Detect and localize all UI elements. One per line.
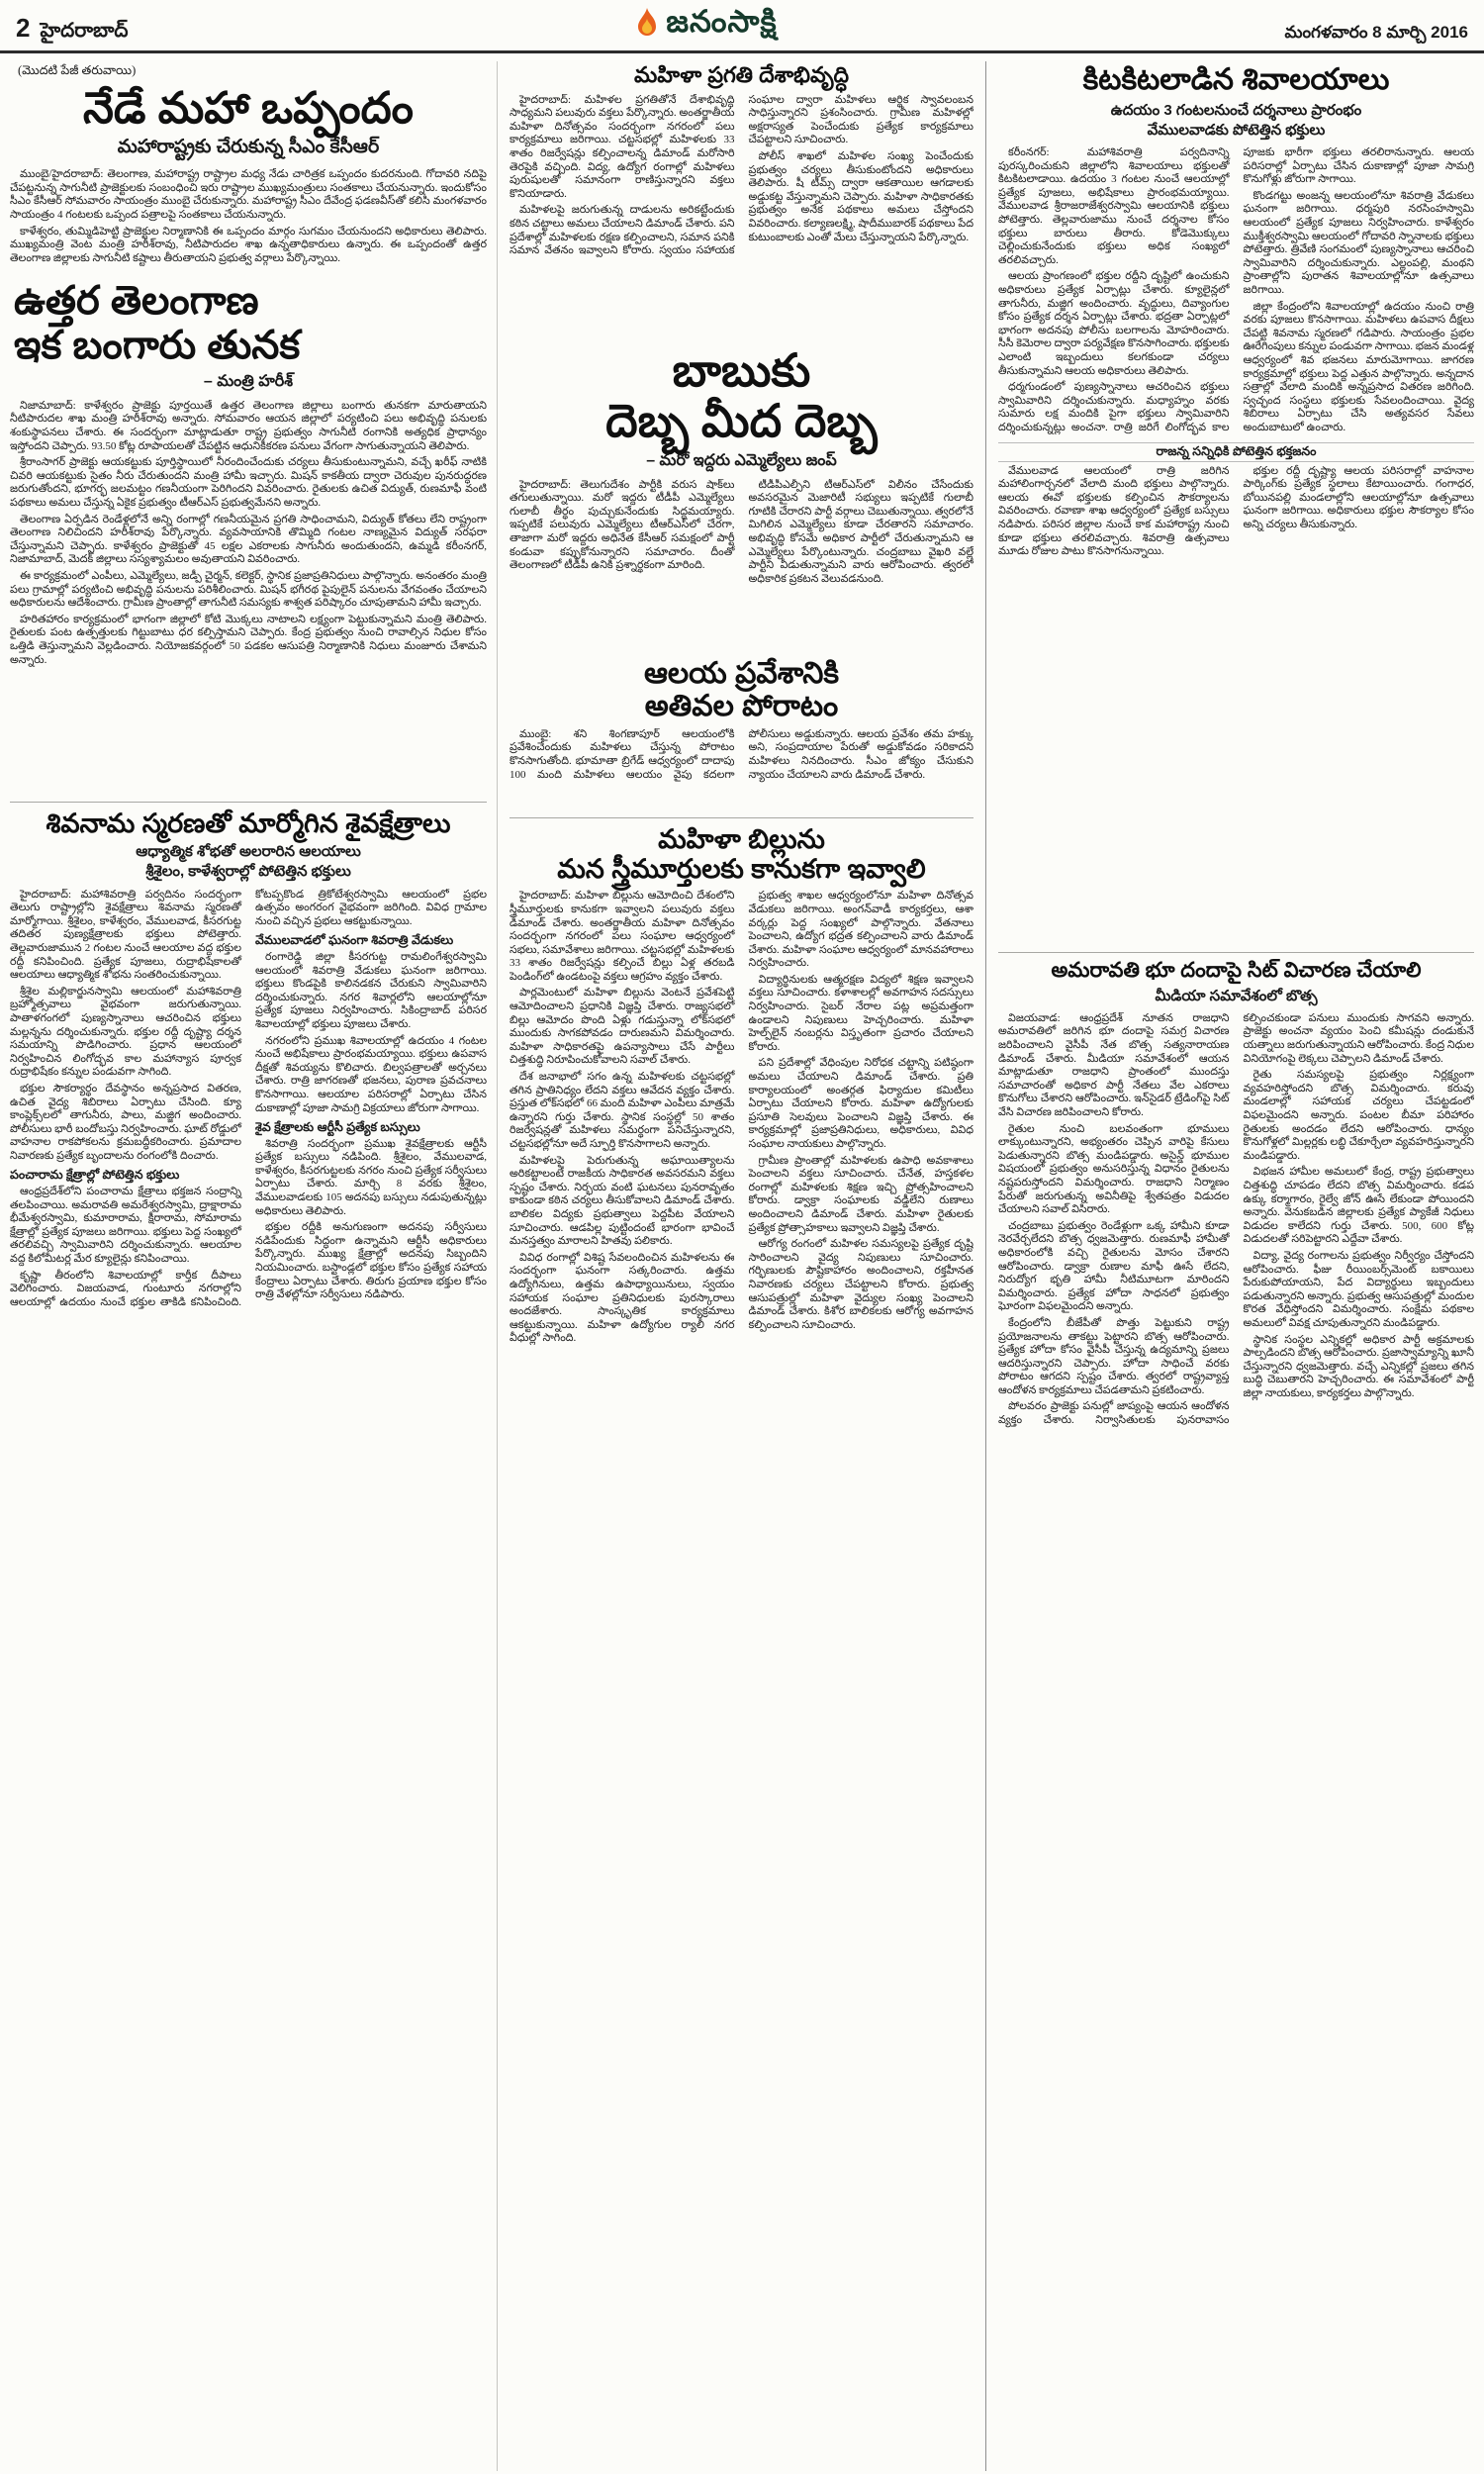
paragraph: హైదరాబాద్: తెలుగుదేశం పార్టీకి వరుస షాక్‌లు తగులుతున్నాయి. మరో ఇద్దరు టీడీపీ ఎమ్మెల్యేలు గులాబీ తీర్థం పుచ్చుకునేందుకు సిద్ధమయ్యారు. ఇప్పటికే పలువురు ఎమ్మెల్యేలు టీఆర్ఎస్‌లో చేరగా, తాజాగా మరో ఇద్దరు అధినేత కేసీఆర్ సమక్షంలో పార్టీ కండువా కప్పుకోనున్నారని సమాచారం. దీంతో తెలంగాణలో టీడీపీ ఉనికి ప్రశ్నార్థకంగా మారింది. bbox=[510, 478, 735, 572]
zone-middle bbox=[497, 61, 985, 2471]
subhead: ఉదయం 3 గంటలనుంచే దర్శనాలు ప్రారంభం bbox=[1110, 101, 1362, 119]
headline: అమరావతి భూ దందాపై సిట్ విచారణ చేయాలి bbox=[1051, 959, 1422, 983]
page-body bbox=[0, 53, 1484, 2471]
page-header bbox=[0, 0, 1484, 53]
headline bbox=[510, 345, 974, 447]
masthead bbox=[635, 4, 777, 47]
paragraph: భక్తుల సౌకర్యార్థం దేవస్థానం అన్నప్రసాద వితరణ, ఉచిత వైద్య శిబిరాలు ఏర్పాటు చేసింది. క్యూ కాంప్లెక్స్‌లలో తాగునీరు, పాలు, మజ్జిగ అందించారు. పోలీసులు భారీ బందోబస్తు నిర్వహించారు. ఘాట్ రోడ్డులో వాహనాల రాకపోకలను క్రమబద్ధీకరించారు. ప్రమాదాల నివారణకు ప్రత్యేక బృందాలను రంగంలోకి దించారు. bbox=[10, 1082, 241, 1162]
headline-line2: అతివల పోరాటం bbox=[644, 690, 839, 723]
subhead: మహారాష్ట్రకు చేరుకున్న సీఎం కేసీఆర్ bbox=[117, 137, 380, 158]
paragraph: విభజన హామీల అమలులో కేంద్ర, రాష్ట్ర ప్రభుత్వాలు చిత్తశుద్ధి చూపడం లేదని బొత్స విమర్శించారు. కడప ఉక్కు కర్మాగారం, రైల్వే జోన్ ఊసే లేకుండా పోయిందని అన్నారు. వెనుకబడిన జిల్లాలకు ప్రత్యేక ప్యాకేజీ నిధులు విడుదల కాలేదని గుర్తు చేశారు. 500, 600 కోట్ల విడుదలతో సరిపెట్టారని ఎద్దేవా చేశారు. bbox=[1243, 1166, 1474, 1246]
article-saiva-kshetralu bbox=[10, 802, 487, 2464]
article-bangaru-tunaka bbox=[10, 279, 487, 794]
article-body bbox=[510, 890, 974, 2457]
article-mahila-billu bbox=[510, 817, 974, 2457]
paragraph: దేశ జనాభాలో సగం ఉన్న మహిళలకు చట్టసభల్లో తగిన ప్రాతినిధ్యం లేదని వక్తలు ఆవేదన వ్యక్తం చేశారు. ప్రస్తుత లోక్‌సభలో 66 మంది మహిళా ఎంపీలు మాత్రమే ఉన్నారని గుర్తు చేశారు. స్థానిక సంస్థల్లో 50 శాతం రిజర్వేషన్లతో మహిళలు సమర్థంగా పనిచేస్తున్నారని, చట్టసభల్లోనూ అదే స్ఫూర్తి కొనసాగాలని అన్నారు. bbox=[510, 1071, 735, 1150]
paragraph: టీడీపీఎల్పీని టీఆర్ఎస్‌లో విలీనం చేసేందుకు అవసరమైన మెజారిటీ సభ్యులు ఇప్పటికే గులాబీ గూటికి చేరారని పార్టీ వర్గాలు చెబుతున్నాయి. త్వరలోనే మిగిలిన ఎమ్మెల్యేలు కూడా చేరతారని సమాచారం. అభివృద్ధి కోసమే అధికార పార్టీలో చేరుతున్నామని ఆ ఎమ్మెల్యేలు పేర్కొంటున్నారు. చంద్రబాబు వైఖరి వల్లే పార్టీని వీడుతున్నామని వారు ఆరోపించారు. త్వరలో అధికారిక ప్రకటన వెలువడనుంది. bbox=[748, 478, 974, 585]
paragraph: ఆలయ ప్రాంగణంలో భక్తుల రద్దీని దృష్టిలో ఉంచుకుని అధికారులు ప్రత్యేక ఏర్పాట్లు చేశారు. క్యూలైన్లలో తాగునీరు, మజ్జిగ అందించారు. వృద్ధులు, దివ్యాంగుల కోసం ప్రత్యేక దర్శన ఏర్పాట్లు చేశారు. భద్రతా ఏర్పాట్లలో భాగంగా అదనపు పోలీసు బలగాలను మోహరించారు. సీసీ కెమెరాల ద్వారా పర్యవేక్షణ కొనసాగించారు. భక్తులకు ఎలాంటి ఇబ్బందులు కలగకుండా చర్యలు తీసుకున్నామని ఆలయ అధికారులు తెలిపారు. bbox=[998, 270, 1230, 377]
paragraph: ప్రభుత్వ శాఖల ఆధ్వర్యంలోనూ మహిళా దినోత్సవ వేడుకలు జరిగాయి. అంగన్‌వాడీ కార్యకర్తలు, ఆశా వర్కర్లు పెద్ద సంఖ్యలో పాల్గొన్నారు. వేతనాలు పెంచాలని, ఉద్యోగ భద్రత కల్పించాలని వారు డిమాండ్ చేశారు. మహిళా సంఘాల ఆధ్వర్యంలో మానవహారాలు నిర్వహించారు. bbox=[748, 890, 974, 970]
headline-line1: మహిళా బిల్లును bbox=[658, 823, 825, 854]
paragraph: ఆరోగ్య రంగంలో మహిళల సమస్యలపై ప్రత్యేక దృష్టి సారించాలని వైద్య నిపుణులు సూచించారు. గర్భిణులకు పౌష్టికాహారం అందించాలని, రక్తహీనత నివారణకు చర్యలు చేపట్టాలని కోరారు. ప్రభుత్వ ఆసుపత్రుల్లో మహిళా వైద్యుల సంఖ్య పెంచాలని డిమాండ్ చేశారు. కిశోర బాలికలకు ఆరోగ్య అవగాహన కల్పించాలని సూచించారు. bbox=[748, 1238, 974, 1331]
paragraph: మహిళలపై జరుగుతున్న దాడులను అరికట్టేందుకు కఠిన చట్టాలు అమలు చేయాలని డిమాండ్ చేశారు. పని ప్రదేశాల్లో మహిళలకు రక్షణ కల్పించాలని, సమాన పనికి సమాన వేతనం ఇవ్వాలని కోరారు. స్వయం సహాయక సంఘాల ద్వారా మహిళలు ఆర్థిక స్వావలంబన సాధిస్తున్నారని ప్రశంసించారు. గ్రామీణ మహిళల్లో అక్షరాస్యత పెంచేందుకు ప్రత్యేక కార్యక్రమాలు చేపట్టాలని సూచించారు. bbox=[510, 93, 974, 257]
paragraph: పని ప్రదేశాల్లో వేధింపుల నిరోధక చట్టాన్ని పటిష్ఠంగా అమలు చేయాలని డిమాండ్ చేశారు. ప్రతి కార్యాలయంలో అంతర్గత ఫిర్యాదుల కమిటీలు ఏర్పాటు చేయాలని కోరారు. మహిళా ఉద్యోగులకు ప్రసూతి సెలవులు పెంచాలని విజ్ఞప్తి చేశారు. ఈ కార్యక్రమాల్లో ప్రజాప్రతినిధులు, అధికారులు, వివిధ సంఘాల నాయకులు పాల్గొన్నారు. bbox=[748, 1057, 974, 1150]
article-body bbox=[998, 146, 1474, 944]
paragraph: హైదరాబాద్: మహిళల ప్రగతితోనే దేశాభివృద్ధి సాధ్యమని పలువురు వక్తలు పేర్కొన్నారు. అంతర్జాతీయ మహిళా దినోత్సవం సందర్భంగా నగరంలో పలు కార్యక్రమాలు జరిగాయి. చట్టసభల్లో మహిళలకు 33 శాతం రిజర్వేషన్లు కల్పించాలన్న డిమాండ్ మరోసారి తెరపైకి వచ్చింది. విద్య, ఉద్యోగ రంగాల్లో మహిళలు పురుషులతో సమానంగా రాణిస్తున్నారని వక్తలు కొనియాడారు. bbox=[510, 93, 735, 200]
paragraph: హరితహారం కార్యక్రమంలో భాగంగా జిల్లాలో కోటి మొక్కలు నాటాలని లక్ష్యంగా పెట్టుకున్నామని మంత్రి తెలిపారు. రైతులకు పంట ఉత్పత్తులకు గిట్టుబాటు ధర కల్పిస్తామని చెప్పారు. కేంద్ర ప్రభుత్వం నుంచి రావాల్సిన నిధుల కోసం ఒత్తిడి తెస్తున్నామని వెల్లడించారు. నియోజకవర్గంలో 50 పడకల ఆసుపత్రి నిర్మాణానికి నిధులు మంజూరు చేశామని అన్నారు. bbox=[10, 613, 487, 666]
masthead-flame-icon bbox=[635, 7, 659, 44]
headline-line1: బాబుకు bbox=[672, 343, 811, 396]
paragraph: భక్తుల రద్దీ దృష్ట్యా ఆలయ పరిసరాల్లో వాహనాల పార్కింగ్‌కు ప్రత్యేక స్థలాలు కేటాయించారు. గంగాధర, బోయినపల్లి మండలాల్లోని ఆలయాల్లోనూ ఉత్సవాలు ఘనంగా జరిగాయి. అధికారులు భక్తుల సౌకర్యాల కోసం అన్ని చర్యలు తీసుకున్నారు. bbox=[1243, 464, 1474, 531]
paragraph: భక్తుల రద్దీకి అనుగుణంగా అదనపు సర్వీసులు నడిపేందుకు సిద్ధంగా ఉన్నామని ఆర్టీసీ అధికారులు పేర్కొన్నారు. ముఖ్య క్షేత్రాల్లో అదనపు సిబ్బందిని నియమించారు. బస్టాండ్లలో భక్తుల కోసం ప్రత్యేక సహాయ కేంద్రాలు ఏర్పాటు చేశారు. తిరుగు ప్రయాణ భక్తుల కోసం రాత్రి వేళల్లోనూ సర్వీసులు నడిపారు. bbox=[255, 1221, 487, 1301]
paragraph: ధర్మగుండంలో పుణ్యస్నానాలు ఆచరించిన భక్తులు స్వామివారిని దర్శించుకున్నారు. మధ్యాహ్నం వరకు సుమారు లక్ష మందికి పైగా భక్తులు స్వామివారిని దర్శించుకున్నట్లు అంచనా. రాత్రి జరిగే లింగోద్భవ కాల పూజకు భారీగా భక్తులు తరలిరానున్నారు. ఆలయ పరిసరాల్లో ఏర్పాటు చేసిన దుకాణాల్లో పూజా సామగ్రి కొనుగోళ్లు జోరుగా సాగాయి. bbox=[998, 146, 1474, 433]
article-mahila-pragati bbox=[510, 61, 974, 339]
inner-subhead: వేములవాడలో ఘనంగా శివరాత్రి వేడుకలు bbox=[255, 933, 454, 948]
article-sivalayalu bbox=[998, 61, 1474, 944]
continuation-kicker: (మొదటి పేజీ తరువాయి) bbox=[18, 63, 137, 77]
article-amaravati bbox=[998, 952, 1474, 2463]
masthead-title: జనంసాక్షి bbox=[666, 4, 778, 39]
paragraph: శ్రీరాంసాగర్ ప్రాజెక్టు ఆయకట్టుకు పూర్తిస్థాయిలో నీరందించేందుకు చర్యలు తీసుకుంటున్నామని, వచ్చే ఖరీఫ్ నాటికి చివరి ఆయకట్టుకు సైతం నీరు చేరుతుందని మంత్రి హామీ ఇచ్చారు. మిషన్ కాకతీయ ద్వారా చెరువుల పునరుద్ధరణ జరుగుతోందని, భూగర్భ జలమట్టం గణనీయంగా పెరిగిందని వివరించారు. రైతులకు ఉచిత విద్యుత్, రుణమాఫీ వంటి పథకాలు అమలు చేస్తున్న ఏకైక ప్రభుత్వం టీఆర్ఎస్ ప్రభుత్వమేనని అన్నారు. bbox=[10, 456, 487, 510]
edition-date: మంగళవారం 8 మార్చి 2016 bbox=[1284, 23, 1468, 42]
article-body bbox=[10, 168, 487, 271]
headline bbox=[510, 657, 974, 723]
paragraph: రైతు సమస్యలపై ప్రభుత్వం నిర్లక్ష్యంగా వ్యవహరిస్తోందని బొత్స విమర్శించారు. కరువు మండలాల్లో సహాయక చర్యలు చేపట్టడంలో విఫలమైందని అన్నారు. పంటల బీమా పరిహారం రైతులకు అందడం లేదని ఆరోపించారు. ధాన్యం కొనుగోళ్లలో మిల్లర్లకు లబ్ధి చేకూర్చేలా వ్యవహరిస్తున్నారని మండిపడ్డారు. bbox=[1243, 1069, 1474, 1162]
paragraph: కరీంనగర్: మహాశివరాత్రి పర్వదినాన్ని పురస్కరించుకుని జిల్లాలోని శివాలయాలు భక్తులతో కిటకిటలాడాయి. ఉదయం 3 గంటల నుంచే ఆలయాల్లో ప్రత్యేక పూజలు, అభిషేకాలు ప్రారంభమయ్యాయి. వేములవాడ శ్రీరాజరాజేశ్వరస్వామి ఆలయానికి భక్తులు పోటెత్తారు. తెల్లవారుజాము నుంచే దర్శనాల కోసం భక్తులు బారులు తీరారు. కోడెమొక్కులు చెల్లించుకునేందుకు భక్తులు అధిక సంఖ్యలో తరలివచ్చారు. bbox=[998, 146, 1230, 266]
headline: కిటకిటలాడిన శివాలయాలు bbox=[1082, 63, 1390, 96]
headline-line2: ఇక బంగారు తునక bbox=[14, 324, 301, 368]
paragraph: శ్రీశైల మల్లికార్జునస్వామి ఆలయంలో మహాశివరాత్రి బ్రహ్మోత్సవాలు వైభవంగా జరుగుతున్నాయి. పాతాళగంగలో పుణ్యస్నానాలు ఆచరించిన భక్తులు మల్లన్నను దర్శించుకున్నారు. భక్తుల రద్దీ దృష్ట్యా దర్శన సమయాన్ని పొడిగించారు. ప్రధాన ఆలయంలో నిర్వహించిన లింగోద్భవ కాల మహాన్యాస పూర్వక రుద్రాభిషేకం కన్నుల పండువగా సాగింది. bbox=[10, 985, 241, 1079]
paragraph: నిజామాబాద్: కాళేశ్వరం ప్రాజెక్టు పూర్తయితే ఉత్తర తెలంగాణ జిల్లాలు బంగారు తునకగా మారుతాయని నీటిపారుదల శాఖ మంత్రి హరీశ్‌రావు అన్నారు. సోమవారం ఆయన జిల్లాలో పర్యటించి పలు అభివృద్ధి పనులకు శంకుస్థాపనలు చేశారు. ఈ సందర్భంగా మాట్లాడుతూ రాష్ట్ర ప్రభుత్వం సాగునీటి రంగానికి అత్యధిక ప్రాధాన్యం ఇస్తోందని చెప్పారు. 93.50 కోట్ల రూపాయలతో చేపట్టిన ఆధునికీకరణ పనులు వేగంగా సాగుతున్నాయని తెలిపారు. bbox=[10, 399, 487, 452]
headline: నేడే మహా ఒప్పందం bbox=[83, 84, 414, 133]
inner-subhead: పంచారామ క్షేత్రాల్లో పోటెత్తిన భక్తులు bbox=[10, 1168, 180, 1183]
headline-line1: ఆలయ ప్రవేశానికి bbox=[643, 656, 840, 690]
zone-right bbox=[985, 61, 1474, 2471]
paragraph: కొండగట్టు అంజన్న ఆలయంలోనూ శివరాత్రి వేడుకలు ఘనంగా జరిగాయి. ధర్మపురి నరసింహస్వామి ఆలయంలో ప్రత్యేక పూజలు నిర్వహించారు. కాళేశ్వరం ముక్తీశ్వరస్వామి ఆలయంలో గోదావరి స్నానాలకు భక్తులు పోటెత్తారు. త్రివేణి సంగమంలో పుణ్యస్నానాలు ఆచరించి స్వామివారిని దర్శించుకున్నారు. ఎల్లంపల్లి, మంథని ప్రాంతాల్లోని పురాతన శివాలయాల్లోనూ ఉత్సవాలు జరిగాయి. bbox=[1243, 189, 1474, 297]
page-number: 2 bbox=[16, 13, 31, 43]
subhead: మీడియా సమావేశంలో బొత్స bbox=[1155, 987, 1318, 1004]
header-left bbox=[16, 13, 129, 47]
paragraph: తెలంగాణ ఏర్పడిన రెండేళ్లలోనే అన్ని రంగాల్లో గణనీయమైన ప్రగతి సాధించామని, విద్యుత్ కోతలు లేని రాష్ట్రంగా తెలంగాణ నిలిచిందని హరీశ్‌రావు పేర్కొన్నారు. వ్యవసాయానికి తొమ్మిది గంటల నాణ్యమైన విద్యుత్ సరఫరా చేస్తున్నామని చెప్పారు. కాళేశ్వరం ప్రాజెక్టుతో 45 లక్షల ఎకరాలకు సాగునీరు అందుతుందని, ఉమ్మడి కరీంనగర్, నిజామాబాద్, మెదక్ జిల్లాలు సస్యశ్యామలం అవుతాయని వివరించారు. bbox=[10, 513, 487, 566]
article-body bbox=[10, 889, 487, 2464]
paragraph: విద్యార్థినులకు ఆత్మరక్షణ విద్యలో శిక్షణ ఇవ్వాలని వక్తలు సూచించారు. కళాశాలల్లో అవగాహన సదస్సులు నిర్వహించారు. సైబర్ నేరాల పట్ల అప్రమత్తంగా ఉండాలని నిపుణులు హెచ్చరించారు. మహిళా హెల్ప్‌లైన్ నంబర్లను విస్తృతంగా ప్రచారం చేయాలని కోరారు. bbox=[748, 973, 974, 1053]
paragraph: చంద్రబాబు ప్రభుత్వం రెండేళ్లుగా ఒక్క హామీని కూడా నెరవేర్చలేదని బొత్స ధ్వజమెత్తారు. రుణమాఫీ హామీతో అధికారంలోకి వచ్చి రైతులను మోసం చేశారని ఆరోపించారు. డ్వాక్రా రుణాల మాఫీ ఊసే లేదని, నిరుద్యోగ భృతి హామీ నీటిమూటగా మారిందని విమర్శించారు. ప్రత్యేక హోదా సాధనలో ప్రభుత్వం ఘోరంగా విఫలమైందని అన్నారు. bbox=[998, 1219, 1230, 1313]
paragraph: పార్లమెంటులో మహిళా బిల్లును వెంటనే ప్రవేశపెట్టి ఆమోదించాలని ప్రధానికి విజ్ఞప్తి చేశారు. రాజ్యసభలో బిల్లు ఆమోదం పొంది ఏళ్లు గడుస్తున్నా లోక్‌సభలో ముందుకు సాగకపోవడం దారుణమని విమర్శించారు. మహిళా సాధికారతపై ఉపన్యాసాలు చేసే పార్టీలు చిత్తశుద్ధి నిరూపించుకోవాలని సవాల్ చేశారు. bbox=[510, 987, 735, 1067]
edition-city: హైదరాబాద్ bbox=[40, 20, 129, 42]
paragraph: వివిధ రంగాల్లో విశిష్ట సేవలందించిన మహిళలను ఈ సందర్భంగా ఘనంగా సత్కరించారు. ఉత్తమ ఉద్యోగినులు, ఉత్తమ ఉపాధ్యాయినులు, స్వయం సహాయక సంఘాల ప్రతినిధులకు పురస్కారాలు అందజేశారు. సాంస్కృతిక కార్యక్రమాలు ఆకట్టుకున్నాయి. మహిళా ఉద్యోగుల ర్యాలీ నగర వీధుల్లో సాగింది. bbox=[510, 1251, 735, 1345]
paragraph: పోలవరం ప్రాజెక్టు పనుల్లో జాప్యంపై ఆయన ఆందోళన వ్యక్తం చేశారు. నిర్వాసితులకు పునరావాసం కల్పించకుండా పనులు ముందుకు సాగవని అన్నారు. ప్రాజెక్టు అంచనా వ్యయం పెంచి కమీషన్లు దండుకునే యత్నాలు జరుగుతున్నాయని ఆరోపించారు. కేంద్ర నిధుల వినియోగంపై లెక్కలు చెప్పాలని డిమాండ్ చేశారు. bbox=[998, 1011, 1474, 1427]
paragraph: కాళేశ్వరం, తుమ్మిడిహెట్టి ప్రాజెక్టుల నిర్మాణానికి ఈ ఒప్పందం మార్గం సుగమం చేయనుందని అధికారులు తెలిపారు. ముఖ్యమంత్రి వెంట మంత్రి హరీశ్‌రావు, నీటిపారుదల శాఖ ఉన్నతాధికారులు ఉన్నారు. ఈ ఒప్పందంతో ఉత్తర తెలంగాణ జిల్లాలకు సాగునీటి కష్టాలు తీరుతాయని ప్రభుత్వ వర్గాలు పేర్కొన్నాయి. bbox=[10, 225, 487, 264]
article-body bbox=[510, 94, 974, 339]
paragraph: విజయవాడ: ఆంధ్రప్రదేశ్ నూతన రాజధాని అమరావతిలో జరిగిన భూ దందాపై సమగ్ర విచారణ జరిపించాలని వైసీపీ నేత బొత్స సత్యనారాయణ డిమాండ్ చేశారు. మీడియా సమావేశంలో ఆయన మాట్లాడుతూ రాజధాని ప్రాంతంలో ముందస్తు సమాచారంతో అధికార పార్టీ నేతలు వేల ఎకరాలు కొనుగోలు చేశారని ఆరోపించారు. ఇన్‌సైడర్ ట్రేడింగ్‌పై సిట్ వేసి విచారణ జరిపించాలని కోరారు. bbox=[998, 1011, 1230, 1119]
paragraph: రైతుల నుంచి బలవంతంగా భూములు లాక్కుంటున్నారని, అభ్యంతరం చెప్పిన వారిపై కేసులు పెడుతున్నారని బొత్స మండిపడ్డారు. అసైన్డ్ భూముల విషయంలో ప్రభుత్వం అనుసరిస్తున్న విధానం రైతులను నష్టపరుస్తోందని విమర్శించారు. రాజధాని నిర్మాణం పేరుతో జరుగుతున్న అవినీతిపై శ్వేతపత్రం విడుదల చేయాలని సవాల్ విసిరారు. bbox=[998, 1122, 1230, 1216]
paragraph: రంగారెడ్డి జిల్లా కీసరగుట్ట రామలింగేశ్వరస్వామి ఆలయంలో శివరాత్రి వేడుకలు ఘనంగా జరిగాయి. భక్తులు కొండపైకి కాలినడకన చేరుకుని స్వామివారిని దర్శించుకున్నారు. నగర శివార్లలోని ఆలయాల్లోనూ ప్రత్యేక పూజలు నిర్వహించారు. సికింద్రాబాద్ పరిసర శివాలయాల్లో భక్తులు పూజలు చేశారు. bbox=[255, 950, 487, 1030]
headline bbox=[510, 824, 974, 884]
headline bbox=[10, 279, 487, 368]
headline-line1: ఉత్తర తెలంగాణ bbox=[14, 279, 259, 324]
paragraph: ముంబై: శని శింగణాపూర్ ఆలయంలోకి ప్రవేశించేందుకు మహిళలు చేస్తున్న పోరాటం కొనసాగుతోంది. భూమాతా బ్రిగేడ్ ఆధ్వర్యంలో దాదాపు 100 మంది మహిళలు ఆలయం వైపు కదలగా పోలీసులు అడ్డుకున్నారు. ఆలయ ప్రవేశం తమ హక్కు అని, సంప్రదాయాల పేరుతో అడ్డుకోవడం సరికాదని మహిళలు నినదించారు. సీఎం జోక్యం చేసుకుని న్యాయం చేయాలని వారు డిమాండ్ చేశారు. bbox=[510, 727, 974, 781]
paragraph: హైదరాబాద్: మహిళా బిల్లును ఆమోదించి దేశంలోని స్త్రీమూర్తులకు కానుకగా ఇవ్వాలని పలువురు వక్తలు డిమాండ్ చేశారు. అంతర్జాతీయ మహిళా దినోత్సవం సందర్భంగా నగరంలో పలు సంఘాల ఆధ్వర్యంలో సభలు, సమావేశాలు జరిగాయి. చట్టసభల్లో మహిళలకు 33 శాతం రిజర్వేషన్లు కల్పించే బిల్లు ఏళ్ల తరబడి పెండింగ్‌లో ఉండటంపై వక్తలు ఆగ్రహం వ్యక్తం చేశారు. bbox=[510, 890, 735, 983]
paragraph: కేంద్రంలోని బీజేపీతో పొత్తు పెట్టుకుని రాష్ట్ర ప్రయోజనాలను తాకట్టు పెట్టారని బొత్స ఆరోపించారు. ప్రత్యేక హోదా కోసం వైసీపీ చేస్తున్న ఉద్యమాన్ని ప్రజలు ఆదరిస్తున్నారని చెప్పారు. హోదా సాధించే వరకు పోరాటం ఆగదని స్పష్టం చేశారు. త్వరలో రాష్ట్రవ్యాప్త ఆందోళన కార్యక్రమాలు చేపడతామని ప్రకటించారు. bbox=[998, 1316, 1230, 1396]
article-body bbox=[10, 400, 487, 794]
paragraph: హైదరాబాద్: మహాశివరాత్రి పర్వదినం సందర్భంగా తెలుగు రాష్ట్రాల్లోని శైవక్షేత్రాలు శివనామ స్మరణతో మార్మోగాయి. శ్రీశైలం, కాళేశ్వరం, వేములవాడ, కీసరగుట్ట తదితర పుణ్యక్షేత్రాలకు భక్తులు పోటెత్తారు. తెల్లవారుజామున 2 గంటల నుంచే ఆలయాల వద్ద భక్తుల రద్దీ కనిపించింది. ప్రత్యేక పూజలు, రుద్రాభిషేకాలతో ఆలయాలు ఆధ్యాత్మిక శోభను సంతరించుకున్నాయి. bbox=[10, 888, 241, 982]
paragraph: ముంబై/హైదరాబాద్: తెలంగాణ, మహారాష్ట్ర రాష్ట్రాల మధ్య నేడు చారిత్రక ఒప్పందం కుదరనుంది. గోదావరి నదిపై చేపట్టనున్న సాగునీటి ప్రాజెక్టులకు సంబంధించి ఇరు రాష్ట్రాల ముఖ్యమంత్రులు సంతకాలు చేయనున్నారు. ఇందుకోసం సీఎం కేసీఆర్ సోమవారం సాయంత్రం ముంబై చేరుకున్నారు. మహారాష్ట్ర సీఎం దేవేంద్ర ఫడణవీస్‌తో కలిసి మంగళవారం సాయంత్రం 4 గంటలకు ఒప్పంద పత్రాలపై సంతకాలు చేయనున్నారు. bbox=[10, 168, 487, 222]
paragraph: వేములవాడ ఆలయంలో రాత్రి జరిగిన మహాలింగార్చనలో వేలాది మంది భక్తులు పాల్గొన్నారు. ఆలయ ఈవో భక్తులకు కల్పించిన సౌకర్యాలను వివరించారు. రవాణా శాఖ ఆధ్వర్యంలో ప్రత్యేక బస్సులు నడిపారు. పరిసర జిల్లాల నుంచే కాక మహారాష్ట్ర నుంచి కూడా భక్తులు తరలివచ్చారు. శివరాత్రి ఉత్సవాలు మూడు రోజుల పాటు కొనసాగనున్నాయి. bbox=[998, 464, 1230, 558]
article-maha-oppandam bbox=[10, 61, 487, 271]
byline: – మంత్రి హరీశ్ bbox=[203, 372, 294, 390]
paragraph: ఈ కార్యక్రమంలో ఎంపీలు, ఎమ్మెల్యేలు, జడ్పీ చైర్మన్, కలెక్టర్, స్థానిక ప్రజాప్రతినిధులు పాల్గొన్నారు. అనంతరం మంత్రి పలు గ్రామాల్లో పర్యటించి అభివృద్ధి పనులను పరిశీలించారు. మిషన్ భగీరథ పైపులైన్ పనులను వేగవంతం చేయాలని అధికారులను ఆదేశించారు. గ్రామీణ ప్రాంతాల్లో తాగునీటి సమస్యకు శాశ్వత పరిష్కారం చూపుతామని హామీ ఇచ్చారు. bbox=[10, 569, 487, 610]
headline-line2: దెబ్బ మీద దెబ్బ bbox=[605, 395, 878, 447]
subhead: ఆధ్యాత్మిక శోభతో అలరారిన ఆలయాలు bbox=[136, 843, 361, 861]
inner-subhead: రాజన్న సన్నిధికి పోటెత్తిన భక్తజనం bbox=[998, 442, 1474, 462]
paragraph: జిల్లా కేంద్రంలోని శివాలయాల్లో ఉదయం నుంచి రాత్రి వరకు పూజలు కొనసాగాయి. మహిళలు ఉపవాస దీక్షలు చేపట్టి శివనామ స్మరణలో గడిపారు. సాయంత్రం ప్రభల ఊరేగింపులు కన్నుల పండువగా సాగాయి. భజన మండళ్ల ఆధ్వర్యంలో శివ భజనలు మారుమోగాయి. జాగరణ కార్యక్రమాల్లో భక్తులు పెద్ద ఎత్తున పాల్గొన్నారు. అన్నదాన సత్రాల్లో వేలాది మందికి అన్నప్రసాద వితరణ జరిగింది. స్వచ్ఛంద సంస్థలు భక్తులకు సేవలందించాయి. వైద్య శిబిరాలు ఏర్పాటు చేసి అత్యవసర సేవలు అందుబాటులో ఉంచారు. bbox=[1243, 300, 1474, 433]
paragraph: మహిళలపై పెరుగుతున్న అఘాయిత్యాలను అరికట్టాలంటే రాజకీయ సాధికారత అవసరమని వక్తలు స్పష్టం చేశారు. నిర్భయ వంటి ఘటనలు పునరావృతం కాకుండా కఠిన చర్యలు తీసుకోవాలని డిమాండ్ చేశారు. బాలికల విద్యకు ప్రభుత్వాలు పెద్దపీట వేయాలని సూచించారు. ఆడపిల్ల పుట్టిందంటే భారంగా భావించే మనస్తత్వం మారాలని హితవు పలికారు. bbox=[510, 1154, 735, 1248]
paragraph: నగరంలోని ప్రముఖ శివాలయాల్లో ఉదయం 4 గంటల నుంచే అభిషేకాలు ప్రారంభమయ్యాయి. భక్తులు ఉపవాస దీక్షతో శివయ్యను కొలిచారు. బిల్వపత్రాలతో అర్చనలు చేశారు. రాత్రి జాగరణతో భజనలు, పురాణ ప్రవచనాలు కొనసాగాయి. ఆలయాల పరిసరాల్లో ఏర్పాటు చేసిన దుకాణాల్లో పూజా సామగ్రి విక్రయాలు జోరుగా సాగాయి. bbox=[255, 1034, 487, 1114]
headline: శివనామ స్మరణతో మార్మోగిన శైవక్షేత్రాలు bbox=[46, 808, 451, 838]
article-body bbox=[510, 728, 974, 809]
byline: – మరో ఇద్దరు ఎమ్మెల్యేలు జంప్ bbox=[646, 451, 837, 469]
paragraph: ఆంధ్రప్రదేశ్‌లోని పంచారామ క్షేత్రాలు భక్తజన సంద్రాన్ని తలపించాయి. అమరావతి అమరేశ్వరస్వామి, ద్రాక్షారామ భీమేశ్వరస్వామి, కుమారారామ, క్షీరారామ, సోమారామ క్షేత్రాల్లో ప్రత్యేక పూజలు జరిగాయి. భక్తులు పెద్ద సంఖ్యలో తరలివచ్చి స్వామివారిని దర్శించుకున్నారు. ఆలయాల వద్ద కిలోమీటర్ల మేర క్యూలైన్లు కనిపించాయి. bbox=[10, 1186, 241, 1266]
paragraph: గ్రామీణ ప్రాంతాల్లో మహిళలకు ఉపాధి అవకాశాలు పెంచాలని వక్తలు సూచించారు. చేనేత, హస్తకళల రంగాల్లో మహిళలకు శిక్షణ ఇచ్చి ప్రోత్సహించాలని కోరారు. డ్వాక్రా సంఘాలకు వడ్డీలేని రుణాలు అందించాలని డిమాండ్ చేశారు. మహిళా రైతులకు ప్రత్యేక ప్రోత్సాహకాలు ఇవ్వాలని విజ్ఞప్తి చేశారు. bbox=[748, 1154, 974, 1234]
article-body bbox=[998, 1012, 1474, 2463]
article-aalaya-poratam bbox=[510, 649, 974, 809]
paragraph: స్థానిక సంస్థల ఎన్నికల్లో అధికార పార్టీ అక్రమాలకు పాల్పడిందని బొత్స ఆరోపించారు. ప్రజాస్వామ్యాన్ని ఖూనీ చేస్తున్నారని ధ్వజమెత్తారు. వచ్చే ఎన్నికల్లో ప్రజలు తగిన బుద్ధి చెబుతారని హెచ్చరించారు. ఈ సమావేశంలో పార్టీ జిల్లా నాయకులు, కార్యకర్తలు పాల్గొన్నారు. bbox=[1243, 1333, 1474, 1399]
article-babuku-debba bbox=[510, 339, 974, 649]
headline: మహిళా ప్రగతి దేశాభివృద్ధి bbox=[634, 62, 849, 87]
paragraph: కృష్ణా తీరంలోని శివాలయాల్లో కార్తీక దీపాలు వెలిగించారు. విజయవాడ, గుంటూరు నగరాల్లోని ఆలయాల్లో ఉదయం నుంచే భక్తుల తాకిడి కనిపించింది. కోటప్పకొండ త్రికోటేశ్వరస్వామి ఆలయంలో ప్రభల ఉత్సవం అంగరంగ వైభవంగా జరిగింది. వివిధ గ్రామాల నుంచి వచ్చిన ప్రభలు ఆకట్టుకున్నాయి. bbox=[10, 888, 487, 1308]
subhead: శ్రీశైలం, కాళేశ్వరాల్లో పోటెత్తిన భక్తులు bbox=[145, 863, 351, 881]
paragraph: శివరాత్రి సందర్భంగా ప్రముఖ శైవక్షేత్రాలకు ఆర్టీసీ ప్రత్యేక బస్సులు నడిపింది. శ్రీశైలం, వేములవాడ, కాళేశ్వరం, కీసరగుట్టలకు నగరం నుంచి ప్రత్యేక సర్వీసులు ఏర్పాటు చేశారు. మార్చి 8 వరకు శ్రీశైలం, వేములవాడలకు 105 అదనపు బస్సులు నడుపుతున్నట్లు అధికారులు తెలిపారు. bbox=[255, 1137, 487, 1217]
headline-line2: మన స్త్రీమూర్తులకు కానుకగా ఇవ్వాలి bbox=[557, 854, 926, 885]
article-body bbox=[510, 479, 974, 649]
inner-subhead: శైవ క్షేత్రాలకు ఆర్టీసీ ప్రత్యేక బస్సులు bbox=[255, 1120, 420, 1135]
paragraph: పోలీస్ శాఖలో మహిళల సంఖ్య పెంచేందుకు ప్రభుత్వం చర్యలు తీసుకుంటోందని అధికారులు తెలిపారు. షీ టీమ్స్ ద్వారా ఆకతాయిల ఆగడాలకు అడ్డుకట్ట వేస్తున్నామని చెప్పారు. మహిళా సాధికారతకు ప్రభుత్వం అనేక పథకాలు అమలు చేస్తోందని వివరించారు. కల్యాణలక్ష్మి, షాదీముబారక్ పథకాలు పేద కుటుంబాలకు ఎంతో మేలు చేస్తున్నాయని పేర్కొన్నారు. bbox=[748, 150, 974, 243]
paragraph: విద్యా, వైద్య రంగాలను ప్రభుత్వం నిర్వీర్యం చేస్తోందని ఆరోపించారు. ఫీజు రీయింబర్స్‌మెంట్ బకాయిలు పేరుకుపోయాయని, పేద విద్యార్థులు ఇబ్బందులు పడుతున్నారని అన్నారు. ప్రభుత్వ ఆసుపత్రుల్లో మందుల కొరత వేధిస్తోందని విమర్శించారు. సంక్షేమ పథకాల అమలులో వివక్ష చూపుతున్నారని మండిపడ్డారు. bbox=[1243, 1249, 1474, 1329]
zone-left bbox=[10, 61, 497, 2471]
subhead: వేములవాడకు పోటెత్తిన భక్తులు bbox=[1147, 121, 1326, 139]
